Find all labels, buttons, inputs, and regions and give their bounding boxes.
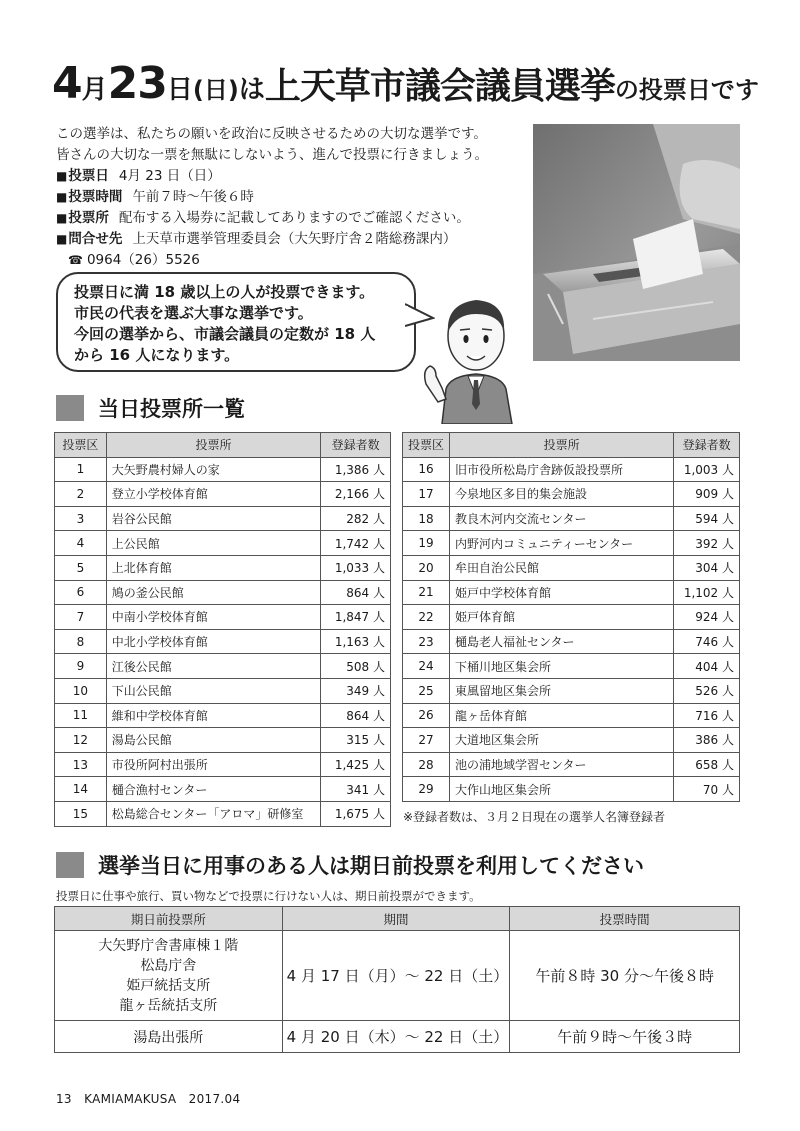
early-place-cell	[55, 1021, 283, 1053]
place-cell: 樋合漁村センター	[106, 777, 321, 802]
count-cell: 1,033 人	[321, 555, 391, 580]
ballot-box-photo	[533, 124, 740, 361]
place-cell: 下桶川地区集会所	[450, 654, 674, 679]
headline-weekday: (日)	[192, 76, 239, 104]
district-cell: 25	[403, 678, 450, 703]
headline-day-unit: 日	[166, 75, 193, 105]
table-header-row	[403, 433, 740, 458]
count-cell: 1,163 人	[321, 629, 391, 654]
table-row	[55, 580, 391, 605]
district-cell: 13	[55, 752, 107, 777]
district-cell: 2	[55, 482, 107, 507]
intro-line: この選挙は、私たちの願いを政治に反映させるための大切な選挙です。	[56, 126, 487, 142]
registration-note: ※登録者数は、３月２日現在の選挙人名簿登録者	[403, 810, 666, 824]
intro-line: 皆さんの大切な一票を無駄にしないよう、進んで投票に行きましょう。	[56, 147, 488, 163]
bubble-line: 市民の代表を選ぶ大事な選挙です。	[74, 304, 313, 322]
square-bullet-icon: ■	[56, 211, 68, 225]
district-cell: 6	[55, 580, 107, 605]
count-cell: 864 人	[321, 703, 391, 728]
table-row	[55, 605, 391, 630]
early-voting-description: 投票日に仕事や旅行、買い物などで投票に行けない人は、期日前投票ができます。	[56, 889, 481, 903]
place-cell: 内野河内コミュニティーセンター	[450, 531, 674, 556]
table-row	[55, 629, 391, 654]
place-cell: 松島総合センター「アロマ」研修室	[106, 801, 321, 826]
place-cell: 教良木河内交流センター	[450, 506, 674, 531]
table-row	[403, 777, 740, 802]
phone-number: 0964（26）5526	[86, 252, 200, 268]
count-cell: 315 人	[321, 728, 391, 753]
district-cell: 26	[403, 703, 450, 728]
district-cell: 28	[403, 752, 450, 777]
page-footer: 13 KAMIAMAKUSA 2017.04	[56, 1092, 241, 1106]
info-value: 4月 23 日（日）	[118, 168, 221, 184]
info-value: 午前７時～午後６時	[132, 189, 254, 205]
place-cell: 登立小学校体育館	[106, 482, 321, 507]
square-bullet-icon: ■	[56, 169, 68, 183]
early-hours-cell: 午前９時～午後３時	[510, 1021, 740, 1053]
count-cell: 1,102 人	[674, 580, 740, 605]
district-cell: 1	[55, 457, 107, 482]
district-cell: 19	[403, 531, 450, 556]
place-cell: 姫戸中学校体育館	[450, 580, 674, 605]
table-row	[403, 703, 740, 728]
count-cell: 349 人	[321, 678, 391, 703]
district-cell: 18	[403, 506, 450, 531]
district-cell: 15	[55, 801, 107, 826]
district-cell: 7	[55, 605, 107, 630]
district-cell: 4	[55, 531, 107, 556]
count-cell: 404 人	[674, 654, 740, 679]
count-cell: 526 人	[674, 678, 740, 703]
place-cell: 旧市役所松島庁舎跡仮設投票所	[450, 457, 674, 482]
table-row	[55, 703, 391, 728]
header-early-place: 期日前投票所	[55, 907, 283, 931]
bubble-line: から 16 人になります。	[74, 346, 240, 364]
phone-icon: ☎	[68, 253, 83, 267]
polling-section-title	[56, 393, 245, 421]
bubble-line: 今回の選挙から、市議会議員の定数が 18 人	[74, 325, 376, 343]
place-cell: 市役所阿村出張所	[106, 752, 321, 777]
man-in-suit-illustration	[420, 284, 532, 424]
place-cell: 中北小学校体育館	[106, 629, 321, 654]
section-marker-icon	[56, 852, 84, 878]
table-row	[403, 457, 740, 482]
early-voting-table	[54, 906, 740, 1053]
district-cell: 17	[403, 482, 450, 507]
place-cell: 湯島公民館	[106, 728, 321, 753]
district-cell: 14	[55, 777, 107, 802]
count-cell: 658 人	[674, 752, 740, 777]
district-cell: 22	[403, 605, 450, 630]
district-cell: 23	[403, 629, 450, 654]
place-cell: 大道地区集会所	[450, 728, 674, 753]
header-place: 投票所	[450, 433, 674, 458]
table-row	[403, 605, 740, 630]
info-label: 投票所	[68, 210, 109, 226]
header-early-period: 期間	[282, 907, 510, 931]
polling-table-left	[54, 432, 391, 827]
count-cell: 924 人	[674, 605, 740, 630]
header-district: 投票区	[403, 433, 450, 458]
place-cell: 牟田自治公民館	[450, 555, 674, 580]
district-cell: 16	[403, 457, 450, 482]
table-row	[55, 531, 391, 556]
place-cell: 維和中学校体育館	[106, 703, 321, 728]
section-title-text: 選挙当日に用事のある人は期日前投票を利用してください	[98, 854, 644, 878]
district-cell: 27	[403, 728, 450, 753]
early-place-cell	[55, 931, 283, 1021]
place-cell: 大作山地区集会所	[450, 777, 674, 802]
info-value: 上天草市選挙管理委員会（大矢野庁舎２階総務課内）	[132, 231, 457, 247]
count-cell: 70 人	[674, 777, 740, 802]
count-cell: 1,742 人	[321, 531, 391, 556]
table-row	[55, 1021, 740, 1053]
table-row	[403, 654, 740, 679]
district-cell: 8	[55, 629, 107, 654]
section-title-text: 当日投票所一覧	[98, 397, 245, 421]
count-cell: 1,003 人	[674, 457, 740, 482]
section-marker-icon	[56, 395, 84, 421]
count-cell: 1,847 人	[321, 605, 391, 630]
district-cell: 21	[403, 580, 450, 605]
place-cell: 姫戸体育館	[450, 605, 674, 630]
district-cell: 3	[55, 506, 107, 531]
info-voting-day	[56, 166, 526, 187]
early-hours-cell: 午前８時 30 分～午後８時	[510, 931, 740, 1021]
district-cell: 24	[403, 654, 450, 679]
header-early-hours: 投票時間	[510, 907, 740, 931]
table-row	[55, 777, 391, 802]
page-headline	[52, 58, 759, 114]
place-cell: 龍ヶ岳体育館	[450, 703, 674, 728]
table-row	[55, 678, 391, 703]
place-cell: 中南小学校体育館	[106, 605, 321, 630]
district-cell: 20	[403, 555, 450, 580]
info-value: 配布する入場券に記載してありますのでご確認ください。	[118, 210, 470, 226]
info-label: 投票日	[68, 168, 109, 184]
header-district: 投票区	[55, 433, 107, 458]
count-cell: 746 人	[674, 629, 740, 654]
count-cell: 392 人	[674, 531, 740, 556]
table-row	[403, 531, 740, 556]
table-row	[55, 801, 391, 826]
table-row	[403, 678, 740, 703]
place-cell: 鳩の釜公民館	[106, 580, 321, 605]
headline-particle: は	[238, 75, 265, 105]
district-cell: 5	[55, 555, 107, 580]
count-cell: 282 人	[321, 506, 391, 531]
early-place-name: 湯島出張所	[133, 1029, 204, 1046]
early-place-name: 松島庁舎	[140, 957, 197, 974]
info-label: 投票時間	[68, 189, 123, 205]
place-cell: 上公民館	[106, 531, 321, 556]
table-row	[403, 506, 740, 531]
intro-block	[56, 124, 526, 271]
square-bullet-icon: ■	[56, 190, 68, 204]
place-cell: 江後公民館	[106, 654, 321, 679]
table-row	[403, 752, 740, 777]
count-cell: 594 人	[674, 506, 740, 531]
header-count: 登録者数	[321, 433, 391, 458]
info-voting-hours	[56, 187, 526, 208]
district-cell: 29	[403, 777, 450, 802]
table-row	[55, 457, 391, 482]
count-cell: 864 人	[321, 580, 391, 605]
place-cell: 岩谷公民館	[106, 506, 321, 531]
headline-day: 23	[107, 58, 167, 109]
place-cell: 今泉地区多目的集会施設	[450, 482, 674, 507]
district-cell: 10	[55, 678, 107, 703]
place-cell: 大矢野農村婦人の家	[106, 457, 321, 482]
table-row	[55, 482, 391, 507]
header-count: 登録者数	[674, 433, 740, 458]
early-period-cell: 4 月 20 日（木）～ 22 日（土）	[282, 1021, 510, 1053]
table-row	[55, 752, 391, 777]
district-cell: 12	[55, 728, 107, 753]
count-cell: 909 人	[674, 482, 740, 507]
count-cell: 386 人	[674, 728, 740, 753]
table-row	[55, 555, 391, 580]
table-row	[55, 931, 740, 1021]
headline-election-name: 上天草市議会議員選挙	[264, 66, 615, 107]
early-period-cell: 4 月 17 日（月）～ 22 日（土）	[282, 931, 510, 1021]
ballot-box-illustration	[533, 124, 740, 361]
contact-phone	[56, 250, 526, 271]
count-cell: 2,166 人	[321, 482, 391, 507]
square-bullet-icon: ■	[56, 232, 68, 246]
count-cell: 304 人	[674, 555, 740, 580]
table-row	[403, 580, 740, 605]
count-cell: 1,425 人	[321, 752, 391, 777]
info-contact	[56, 229, 526, 250]
table-row	[55, 506, 391, 531]
polling-table-right	[402, 432, 740, 802]
table-row	[55, 728, 391, 753]
info-label: 問合せ先	[68, 231, 123, 247]
headline-month: 4	[52, 58, 82, 109]
bubble-line: 投票日に満 18 歳以上の人が投票できます。	[74, 283, 375, 301]
place-cell: 東風留地区集会所	[450, 678, 674, 703]
place-cell: 池の浦地域学習センター	[450, 752, 674, 777]
early-voting-section-title	[56, 850, 644, 878]
district-cell: 11	[55, 703, 107, 728]
headline-month-unit: 月	[81, 75, 108, 105]
table-row	[403, 728, 740, 753]
early-place-name: 龍ヶ岳統括支所	[119, 997, 218, 1014]
info-polling-place	[56, 208, 526, 229]
table-row	[403, 555, 740, 580]
place-cell: 樋島老人福祉センター	[450, 629, 674, 654]
headline-suffix: の投票日です	[614, 76, 759, 104]
speech-bubble	[56, 272, 416, 372]
table-row	[403, 629, 740, 654]
count-cell: 716 人	[674, 703, 740, 728]
early-place-name: 大矢野庁舎書庫棟１階	[98, 937, 239, 954]
count-cell: 341 人	[321, 777, 391, 802]
place-cell: 下山公民館	[106, 678, 321, 703]
count-cell: 1,386 人	[321, 457, 391, 482]
table-header-row	[55, 433, 391, 458]
header-place: 投票所	[106, 433, 321, 458]
early-place-name: 姫戸統括支所	[126, 977, 211, 994]
table-row	[55, 654, 391, 679]
count-cell: 1,675 人	[321, 801, 391, 826]
table-header-row	[55, 907, 740, 931]
place-cell: 上北体育館	[106, 555, 321, 580]
district-cell: 9	[55, 654, 107, 679]
table-row	[403, 482, 740, 507]
count-cell: 508 人	[321, 654, 391, 679]
